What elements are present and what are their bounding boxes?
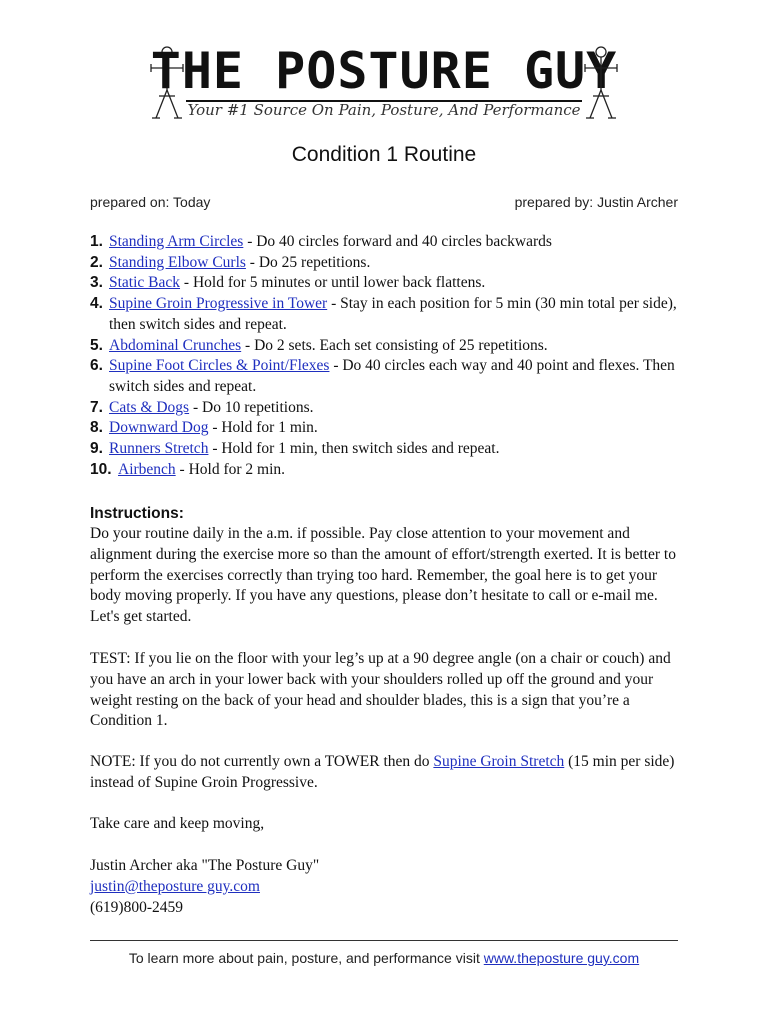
- item-number: 6.: [90, 357, 103, 375]
- exercise-link[interactable]: Runners Stretch: [109, 440, 209, 458]
- list-item: [90, 398, 680, 419]
- exercise-link[interactable]: Abdominal Crunches: [109, 336, 242, 354]
- list-item: [90, 460, 680, 481]
- signature-block: [90, 856, 680, 918]
- exercise-link[interactable]: Standing Elbow Curls: [109, 253, 246, 271]
- list-item: [90, 336, 680, 357]
- item-number: 5.: [90, 336, 103, 354]
- exercise-description: - Do 2 sets. Each set consisting of 25 repetitions.: [241, 336, 548, 354]
- note-text-after: (15 min per side) instead of Supine Groin Progressive.: [90, 753, 675, 791]
- exercise-description: - Hold for 2 min.: [175, 460, 286, 478]
- logo-title: THE POSTURE GUY: [150, 42, 618, 100]
- item-number: 4.: [90, 295, 103, 313]
- exercise-link[interactable]: Standing Arm Circles: [109, 233, 244, 250]
- footer: [0, 950, 768, 966]
- signature-name: Justin Archer aka "The Posture Guy": [90, 857, 320, 874]
- stick-figure-icon: [582, 44, 620, 124]
- list-item: [90, 418, 680, 439]
- logo-tagline: Your #1 Source On Pain, Posture, And Performance: [187, 101, 581, 119]
- list-item: [90, 253, 680, 274]
- document-meta: [90, 194, 678, 210]
- exercise-description: - Do 40 circles each way and 40 point and flexes. Then switch sides and repeat.: [109, 357, 675, 395]
- item-number: 1.: [90, 233, 103, 250]
- signoff: Take care and keep moving,: [90, 815, 265, 832]
- exercise-description: - Do 10 repetitions.: [189, 398, 314, 416]
- list-item: [90, 356, 680, 397]
- item-number: 7.: [90, 398, 103, 416]
- instructions-heading: Instructions:: [90, 505, 184, 522]
- exercise-description: - Do 40 circles forward and 40 circles backwards: [243, 233, 552, 250]
- prepared-by: prepared by: Justin Archer: [514, 194, 678, 210]
- header: [0, 40, 768, 126]
- note-paragraph: [90, 752, 680, 794]
- exercise-link[interactable]: Cats & Dogs: [109, 398, 190, 416]
- item-number: 8.: [90, 419, 103, 437]
- exercise-description: - Hold for 5 minutes or until lower back flattens.: [180, 274, 486, 292]
- item-number: 3.: [90, 274, 103, 292]
- exercise-link[interactable]: Airbench: [118, 460, 176, 478]
- list-item: [90, 273, 680, 294]
- phone-number: (619)800-2459: [90, 898, 183, 916]
- exercise-description: - Hold for 1 min, then switch sides and repeat.: [208, 440, 500, 458]
- exercise-link[interactable]: Downward Dog: [109, 419, 209, 437]
- list-item: [90, 232, 680, 253]
- supine-groin-stretch-link[interactable]: Supine Groin Stretch: [433, 753, 565, 770]
- exercise-link[interactable]: Supine Foot Circles & Point/Flexes: [109, 357, 330, 375]
- item-number: 2.: [90, 253, 103, 271]
- exercise-description: - Hold for 1 min.: [208, 419, 318, 437]
- note-text: NOTE: If you do not currently own a TOWER then do: [90, 753, 434, 770]
- email-link[interactable]: justin@theposture guy.com: [90, 877, 260, 895]
- exercise-description: - Stay in each position for 5 min (30 min total per side), then switch sides and repeat.: [109, 295, 677, 333]
- instructions-paragraph: Do your routine daily in the a.m. if possible. Pay close attention to your movement and alignment during the exercise more so than the amount of effort/strength exerted. It is better to perform the exercises correctly than trying too hard. Remember, the goal here is to get your body moving properly. If you have any questions, please don’t hesitate to call or e-mail me. Let's get started.: [90, 525, 676, 626]
- exercise-link[interactable]: Static Back: [109, 274, 181, 292]
- routine-list: [90, 232, 680, 480]
- item-number: 10.: [90, 460, 112, 478]
- list-item: [90, 439, 680, 460]
- website-link[interactable]: www.theposture guy.com: [483, 950, 640, 966]
- exercise-description: - Do 25 repetitions.: [245, 253, 371, 271]
- footer-text: To learn more about pain, posture, and performance visit: [128, 950, 484, 966]
- exercise-link[interactable]: Supine Groin Progressive in Tower: [109, 295, 328, 313]
- footer-divider: [90, 940, 678, 941]
- document-title: Condition 1 Routine: [291, 143, 477, 166]
- prepared-on: prepared on: Today: [90, 194, 211, 210]
- test-paragraph: TEST: If you lie on the floor with your leg’s up at a 90 degree angle (on a chair or couch) and you have an arch in your lower back with your shoulders rolled up off the ground and your weight resting on the back of your head and shoulder blades, this is a sign that you’re a Condition 1.: [90, 650, 671, 730]
- list-item: [90, 294, 680, 335]
- item-number: 9.: [90, 440, 103, 458]
